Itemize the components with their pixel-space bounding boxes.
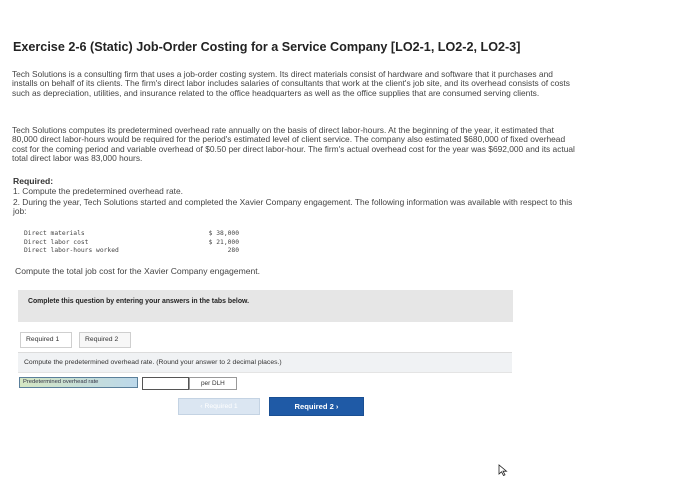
exercise-title: Exercise 2-6 (Static) Job-Order Costing for a Service Company [LO2-1, LO2-2, LO2-3]: [13, 40, 521, 54]
prompt-text: Compute the predetermined overhead rate. (Round your answer to 2 decimal places.): [24, 359, 282, 366]
tab-required-2[interactable]: Required 2: [79, 332, 131, 348]
overhead-rate-input[interactable]: [142, 377, 189, 390]
mouse-pointer-icon: [498, 464, 510, 476]
tab-required-1[interactable]: Required 1: [20, 332, 72, 348]
job-data-label: Direct labor cost: [24, 238, 89, 246]
instruction-box: [18, 290, 513, 322]
required-heading: Required:: [13, 176, 54, 186]
required-item-1: 1. Compute the predetermined overhead rate.: [13, 186, 183, 196]
required-item-2: 2. During the year, Tech Solutions started and completed the Xavier Company engagement. The following information was available with respect to this job:: [13, 197, 573, 217]
prompt-bar: [18, 352, 512, 373]
chevron-right-icon: ›: [335, 402, 339, 411]
previous-tab-label: Required 1: [204, 403, 238, 410]
chevron-left-icon: ‹: [200, 403, 203, 410]
next-tab-label: Required 2: [294, 402, 334, 411]
instruction-text: Complete this question by entering your answers in the tabs below.: [28, 298, 250, 305]
job-data-row: [24, 247, 239, 256]
job-data-row: [24, 239, 239, 248]
question-text: Compute the total job cost for the Xavier Company engagement.: [15, 266, 261, 276]
job-data-value: $ 21,000: [208, 238, 239, 246]
job-data-value: 280: [227, 247, 239, 255]
job-data-value: $ 38,000: [208, 230, 239, 237]
description-paragraph-1: Tech Solutions is a consulting firm that uses a job-order costing system. Its direct materials consist of hardware and software that it purchases and installs on behalf of its clients. The firm's direct labor includes salaries of consultants that work at the client's job site, and its overhead consists of costs such as depreciation, utilities, and insurance related to the office headquarters as well as the office supplies that are consumed serving clients.: [12, 69, 570, 98]
next-tab-button[interactable]: [269, 397, 364, 416]
job-data-table: [24, 230, 239, 256]
job-data-label: Direct materials: [24, 230, 85, 237]
job-data-row: [24, 230, 239, 239]
description-paragraph-2: Tech Solutions computes its predetermined overhead rate annually on the basis of direct labor-hours. At the beginning of the year, it estimated that 80,000 direct labor-hours would be required for the period's estimated level of client service. The company also estimated $680,000 of fixed overhead cost for the coming period and variable overhead of $0.50 per direct labor-hour. The firm's actual overhead cost for the year was $692,000 and its actual total direct labor was 83,000 hours.: [12, 125, 575, 164]
unit-label: per DLH: [189, 377, 237, 390]
previous-tab-button[interactable]: [178, 398, 260, 415]
job-data-label: Direct labor-hours worked: [24, 247, 119, 255]
overhead-rate-label: Predetermined overhead rate: [19, 377, 138, 388]
